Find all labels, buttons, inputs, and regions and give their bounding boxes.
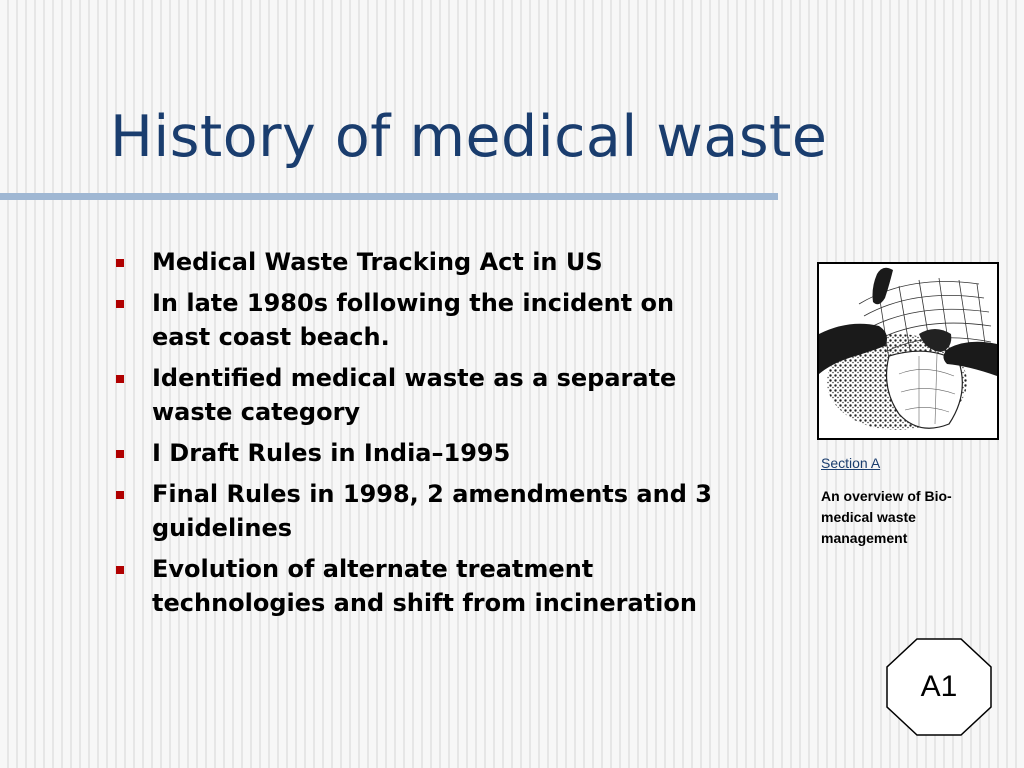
- bullet-text: Medical Waste Tracking Act in US: [152, 248, 603, 276]
- section-a-link[interactable]: Section A: [821, 455, 881, 471]
- bullet-text: I Draft Rules in India–1995: [152, 439, 511, 467]
- bullet-item: [112, 477, 712, 545]
- slide-title: History of medical waste: [110, 104, 828, 170]
- bullet-item: [112, 286, 712, 354]
- bullet-text: Identified medical waste as a separate waste category: [152, 364, 677, 426]
- section-description: An overview of Bio-medical waste management: [821, 488, 952, 546]
- square-bullet-icon: [116, 259, 124, 267]
- bullet-item: [112, 552, 712, 620]
- bullet-text: Final Rules in 1998, 2 amendments and 3 guidelines: [152, 480, 712, 542]
- bullet-text: Evolution of alternate treatment technologies and shift from incineration: [152, 555, 697, 617]
- bullet-item: [112, 245, 712, 279]
- square-bullet-icon: [116, 566, 124, 574]
- square-bullet-icon: [116, 300, 124, 308]
- bullet-item: [112, 361, 712, 429]
- globe-wrap-drawing: [819, 264, 997, 438]
- bullet-item: [112, 436, 712, 470]
- bullet-list: [112, 245, 712, 627]
- square-bullet-icon: [116, 375, 124, 383]
- bullet-text: In late 1980s following the incident on east coast beach.: [152, 289, 675, 351]
- title-divider: [0, 193, 778, 200]
- square-bullet-icon: [116, 450, 124, 458]
- square-bullet-icon: [116, 491, 124, 499]
- hands-globe-illustration: [817, 262, 999, 440]
- badge-label: A1: [920, 670, 958, 703]
